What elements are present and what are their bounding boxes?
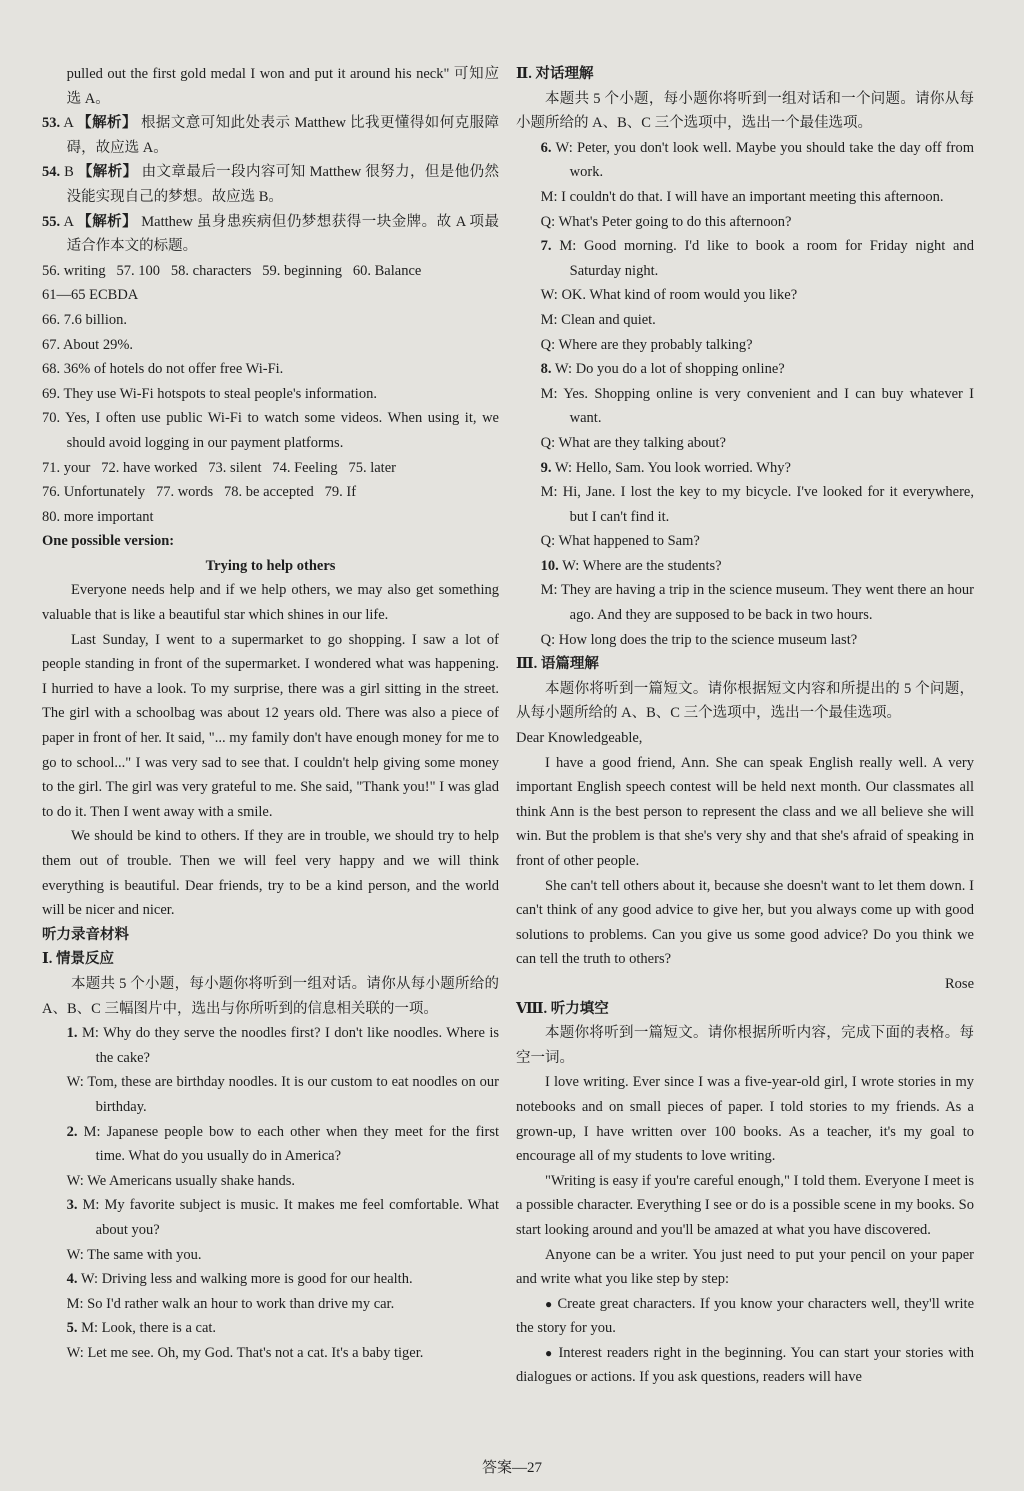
passage-paragraph: Anyone can be a writer. You just need to put your pencil on your paper and write what you like step by step:	[516, 1246, 974, 1288]
section-8-intro: 本题你将听到一篇短文。请你根据所听内容，完成下面的表格。每空一词。	[516, 1025, 974, 1066]
letter-greeting: Dear Knowledgeable,	[516, 730, 643, 747]
answer-55-tag: 【解析】	[77, 213, 138, 230]
answer-53	[42, 111, 499, 160]
answer-53-choice: A	[63, 115, 74, 132]
answer-80: 80. more important	[42, 508, 154, 525]
dialogue-number: 8.	[540, 361, 552, 378]
bullet-text: Create great characters. If you know your characters well, they'll write the story for you.	[516, 1295, 975, 1337]
bullet-icon: ●	[545, 1345, 554, 1360]
dialogue-line: W: Driving less and walking more is good for our health.	[80, 1271, 413, 1288]
dialogue-question: Q: What are they talking about?	[540, 434, 726, 451]
dialogue-line: M: I couldn't do that. I will have an important meeting this afternoon.	[540, 188, 944, 205]
answer-68: 68. 36% of hotels do not offer free Wi-Fi.	[42, 361, 284, 378]
dialogue-line: M: Look, there is a cat.	[81, 1320, 217, 1337]
dialogue-line: W: Do you do a lot of shopping online?	[554, 361, 785, 378]
listening-title: 听力录音材料	[42, 926, 129, 943]
dialogue-line: W: Peter, you don't look well. Maybe you should take the day off from work.	[555, 139, 974, 181]
dialogue-1	[42, 1021, 499, 1119]
section-2-title: Ⅱ. 对话理解	[516, 66, 594, 82]
section-2-intro: 本题共 5 个小题，每小题你将听到一组对话和一个问题。请你从每小题所给的 A、B、C 三个选项中，选出一个最佳选项。	[516, 90, 974, 132]
answer-55	[42, 210, 499, 259]
letter-paragraph: I have a good friend, Ann. She can speak English really well. A very important English speech contest will be held next month. Our classmates all think Ann is the best person to represent the class and we all believe she will win. But the problem is that she's very shy and that she's afraid of speaking in front of other people.	[516, 754, 974, 869]
dialogue-number: 7.	[540, 238, 552, 255]
answers-71-75: 71. your 72. have worked 73. silent 74. Feeling 75. later	[42, 459, 396, 476]
section-3-intro: 本题你将听到一篇短文。请你根据短文内容和所提出的 5 个问题，从每小题所给的 A、B、C 三个选项中，选出一个最佳选项。	[516, 680, 974, 722]
dialogue-line: W: Let me see. Oh, my God. That's not a cat. It's a baby tiger.	[66, 1344, 424, 1361]
answer-69: 69. They use Wi-Fi hotspots to steal people's information.	[42, 385, 377, 402]
dialogue-line: M: They are having a trip in the science museum. They went there an hour ago. And they are supposed to be back in two hours.	[540, 582, 974, 624]
answer-55-explanation: Matthew 虽身患疾病但仍梦想获得一块金牌。故 A 项最适合作本文的标题。	[66, 213, 500, 255]
letter-signature: Rose	[945, 975, 974, 992]
dialogue-number: 5.	[66, 1320, 78, 1337]
letter-paragraph: She can't tell others about it, because she doesn't want to let them down. I can't think of any good advice to give her, but you always come up with good solutions to problems. Can you give us some good advice? Do you think we can tell the truth to others?	[516, 877, 974, 968]
dialogue-question: Q: What's Peter going to do this afternoon?	[540, 213, 792, 230]
dialogue-2	[42, 1120, 499, 1194]
passage-paragraph: "Writing is easy if you're careful enough," I told them. Everyone I meet is a possible character. Everything I see or do is a possible scene in my books. So start looking around and you'll be amazed at what you have discovered.	[516, 1172, 974, 1238]
bullet-icon: ●	[545, 1296, 554, 1311]
answer-66: 66. 7.6 billion.	[42, 311, 127, 328]
section-1-intro: 本题共 5 个小题，每小题你将听到一组对话。请你从每小题所给的 A、B、C 三幅图片中，选出与你所听到的信息相关联的一项。	[42, 975, 499, 1017]
dialogue-line: M: Yes. Shopping online is very convenient and I can buy whatever I want.	[540, 385, 974, 427]
dialogue-7	[516, 234, 974, 357]
answer-55-number: 55.	[42, 213, 61, 230]
section-8-title: Ⅷ. 听力填空	[516, 1000, 609, 1017]
dialogue-line: M: Hi, Jane. I lost the key to my bicycle. I've looked for it everywhere, but I can't find it.	[540, 484, 974, 525]
continuation-text: pulled out the first gold medal I won and put it around his neck" 可知应选 A。	[66, 66, 499, 107]
dialogue-line: W: Hello, Sam. You look worried. Why?	[554, 459, 791, 476]
passage-paragraph: I love writing. Ever since I was a five-year-old girl, I wrote stories in my notebooks and on small pieces of paper. I told stories to my friends. As a grown-up, I have written over 100 books. As a teacher, it's my goal to encourage all of my students to love writing.	[516, 1074, 974, 1165]
dialogue-number: 2.	[66, 1123, 78, 1140]
dialogue-6	[516, 136, 974, 234]
dialogue-line: M: So I'd rather walk an hour to work than drive my car.	[66, 1295, 395, 1312]
dialogue-number: 1.	[66, 1025, 78, 1042]
dialogue-9	[516, 456, 974, 554]
section-3-title: Ⅲ. 语篇理解	[516, 656, 599, 673]
dialogue-line: W: We Americans usually shake hands.	[66, 1172, 296, 1189]
dialogue-line: W: Tom, these are birthday noodles. It is our custom to eat noodles on our birthday.	[66, 1074, 499, 1115]
bullet-text: Interest readers right in the beginning. You can start your stories with dialogues or actions. If you ask questions, readers will have	[516, 1344, 974, 1386]
page-footer: 答案—27	[481, 1460, 542, 1476]
dialogue-8	[516, 357, 974, 455]
dialogue-4	[42, 1267, 499, 1316]
dialogue-line: W: Where are the students?	[562, 557, 722, 574]
dialogue-number: 6.	[540, 139, 552, 156]
section-1-title: Ⅰ. 情景反应	[42, 951, 115, 968]
version-label: One possible version:	[42, 533, 175, 550]
answers-76-79: 76. Unfortunately 77. words 78. be accepted 79. If	[42, 484, 357, 501]
dialogue-10	[516, 554, 974, 652]
answer-70: 70. Yes, I often use public Wi-Fi to watch some videos. When using it, we should avoid logging in our payment platforms.	[42, 410, 499, 451]
answer-67: 67. About 29%.	[42, 336, 134, 353]
dialogue-number: 3.	[66, 1197, 78, 1214]
bullet-item	[516, 1341, 974, 1390]
dialogue-5	[42, 1316, 499, 1365]
dialogue-line: M: My favorite subject is music. It makes me feel comfortable. What about you?	[82, 1197, 499, 1238]
answer-54-number: 54.	[42, 164, 61, 181]
dialogue-number: 9.	[540, 459, 552, 476]
bullet-item	[516, 1292, 974, 1341]
right-column	[516, 62, 974, 1390]
dialogue-line: M: Clean and quiet.	[540, 311, 656, 328]
answer-54-tag: 【解析】	[77, 164, 138, 181]
answer-54-explanation: 由文章最后一段内容可知 Matthew 很努力，但是他仍然没能实现自己的梦想。故应选 B。	[66, 164, 500, 205]
dialogue-question: Q: What happened to Sam?	[540, 533, 700, 550]
answer-53-number: 53.	[42, 115, 61, 132]
dialogue-question: Q: Where are they probably talking?	[540, 336, 753, 353]
answer-54	[42, 160, 499, 209]
dialogue-line: M: Japanese people bow to each other when they meet for the first time. What do you usually do in America?	[83, 1123, 500, 1165]
dialogue-line: W: The same with you.	[66, 1246, 202, 1263]
answers-61-65: 61—65 ECBDA	[42, 287, 139, 304]
essay-paragraph: Everyone needs help and if we help others, we may also get something valuable that is like a beautiful star which shines in our life.	[42, 582, 499, 624]
dialogue-3	[42, 1193, 499, 1267]
essay-paragraph: Last Sunday, I went to a supermarket to go shopping. I saw a lot of people standing in front of the supermarket. I wondered what was happening. I hurried to have a look. To my surprise, there was a girl sitting in the street. The girl with a schoolbag was about 12 years old. There was also a piece of paper in front of her. It said, "... my family don't have enough money for me to go to school..." I was very sad to see that. I couldn't help giving some money to the girl. The girl was very grateful to me. She said, "Thank you!" I was glad to do it. Then I went away with a smile.	[42, 631, 499, 820]
answers-56-60: 56. writing 57. 100 58. characters 59. beginning 60. Balance	[42, 262, 422, 279]
essay-title: Trying to help others	[205, 557, 336, 574]
answer-53-tag: 【解析】	[77, 115, 137, 132]
answer-55-choice: A	[63, 213, 74, 230]
answer-53-explanation: 根据文意可知此处表示 Matthew 比我更懂得如何克服障碍，故应选 A。	[66, 115, 500, 156]
dialogue-number: 4.	[66, 1271, 78, 1288]
left-column	[42, 62, 499, 1365]
dialogue-question: Q: How long does the trip to the science museum last?	[540, 631, 858, 648]
dialogue-number: 10.	[540, 557, 559, 574]
answer-54-choice: B	[64, 164, 74, 181]
dialogue-line: W: OK. What kind of room would you like?	[540, 287, 798, 304]
dialogue-line: M: Good morning. I'd like to book a room for Friday night and Saturday night.	[559, 238, 974, 279]
essay-paragraph: We should be kind to others. If they are in trouble, we should try to help them out of trouble. Then we will feel very happy and we will think everything is beautiful. Dear friends, try to be a kind person, and the world will be nicer and nicer.	[42, 828, 499, 919]
dialogue-line: M: Why do they serve the noodles first? I don't like noodles. Where is the cake?	[81, 1025, 500, 1066]
